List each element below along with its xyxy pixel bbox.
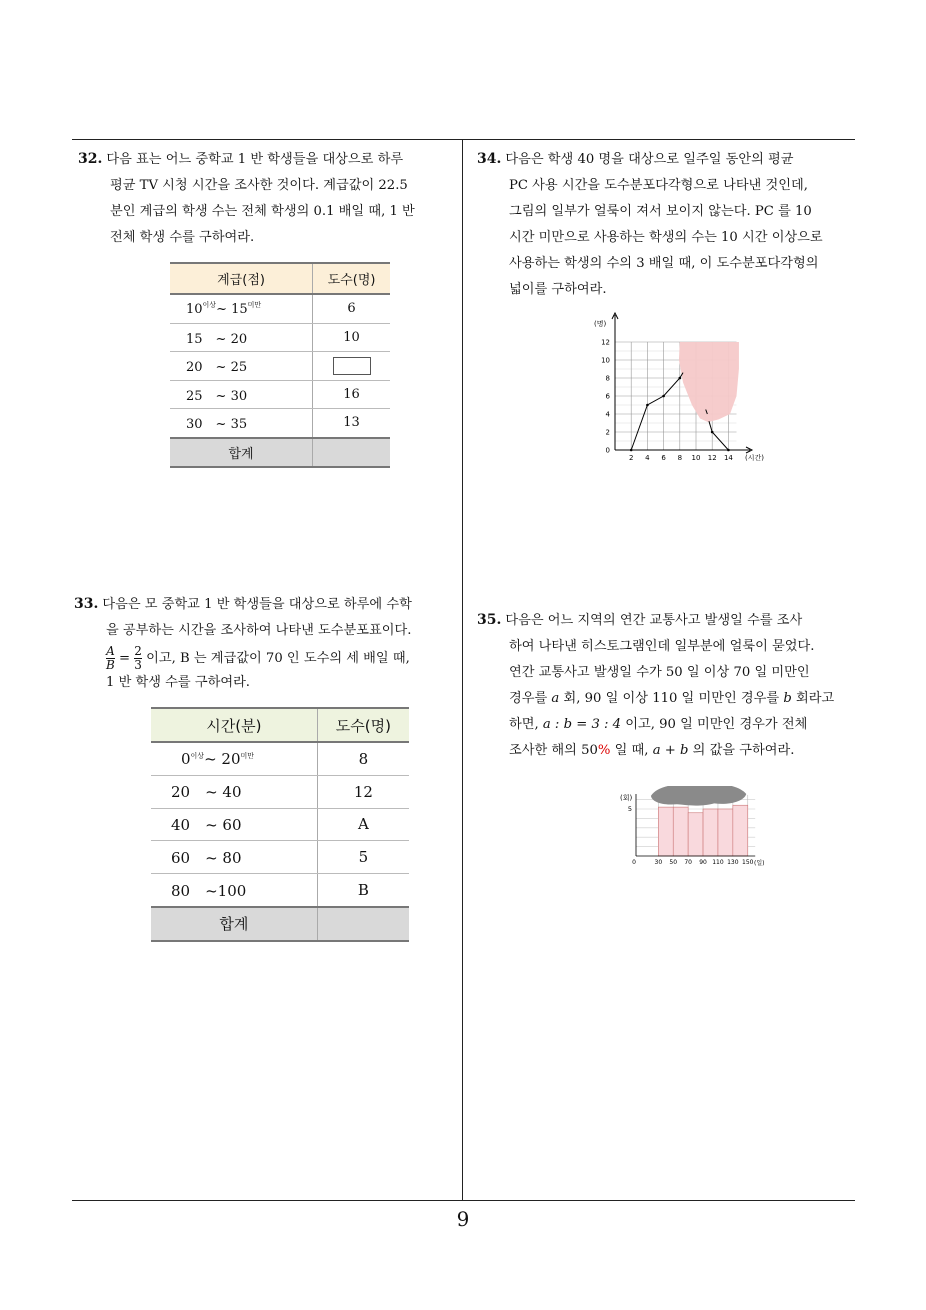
problem-text-line: 을 공부하는 시간을 조사하여 나타낸 도수분포표이다. <box>106 623 412 638</box>
table-row <box>151 775 409 808</box>
y-tick-label: 10 <box>601 356 610 365</box>
problem-text-line: 다음은 어느 지역의 연간 교통사고 발생일 수를 조사 <box>505 613 803 628</box>
page-number: 9 <box>456 1207 470 1231</box>
problem-text-line: 경우를 a 회, 90 일 이상 110 일 미만인 경우를 b 회라고 <box>509 691 835 706</box>
x-tick-label: 2 <box>628 454 634 462</box>
histogram-bar <box>733 805 748 856</box>
problem-text-line: 다음은 학생 40 명을 대상으로 일주일 동안의 평균 <box>505 152 794 167</box>
y-axis-label: (회) <box>620 794 633 802</box>
class-cell: 25 ~ 30 <box>170 380 313 409</box>
problem-text-line: 조사한 해의 50% 일 때, a + b 의 값을 구하여라. <box>509 743 795 758</box>
x-tick-label: 4 <box>645 454 650 462</box>
y-tick-label: 5 <box>627 805 632 813</box>
bottom-rule <box>72 1200 855 1201</box>
x-tick-label: 70 <box>684 859 692 866</box>
problem-text-line: 연간 교통사고 발생일 수가 50 일 이상 70 일 미만인 <box>509 665 810 680</box>
header-frequency: 도수(명) <box>317 708 409 742</box>
total-value <box>317 907 409 941</box>
header-class: 시간(분) <box>151 708 317 742</box>
stain-shape <box>679 342 739 422</box>
x-tick-label: 150 <box>742 859 754 866</box>
problem-number: 33. <box>74 596 99 612</box>
frequency-table-32 <box>170 262 390 468</box>
x-tick-label: 0 <box>632 859 636 866</box>
percent-sign: % <box>597 743 611 758</box>
column-divider <box>462 139 463 1200</box>
class-cell: 30 ~ 35 <box>170 409 313 438</box>
problem-text-line: 사용하는 학생의 수의 3 배일 때, 이 도수분포다각형의 <box>509 256 819 271</box>
total-label: 합계 <box>151 907 317 941</box>
problem-text-line: 하면, a : b = 3 : 4 이고, 90 일 미만인 경우가 전체 <box>509 717 808 732</box>
total-value <box>313 438 390 468</box>
frequency-cell: 8 <box>317 742 409 775</box>
histogram-chart <box>618 786 778 870</box>
data-point <box>662 395 665 398</box>
x-tick-label: 30 <box>654 859 663 866</box>
x-tick-label: 50 <box>669 859 678 866</box>
problem-text-line: PC 사용 시간을 도수분포다각형으로 나타낸 것인데, <box>509 178 808 193</box>
class-cell: 15 ~ 20 <box>170 323 313 352</box>
series-line-tail <box>709 421 728 450</box>
problem-text-line: 다음 표는 어느 중학교 1 반 학생들을 대상으로 하루 <box>106 152 404 167</box>
frequency-cell: 16 <box>313 380 390 409</box>
problem-text-line: 넓이를 구하여라. <box>509 282 607 297</box>
histogram-bar <box>718 809 733 856</box>
problem-number: 34. <box>477 151 502 167</box>
problem-text-line: 시간 미만으로 사용하는 학생의 수는 10 시간 이상으로 <box>509 230 823 245</box>
x-tick-label: 8 <box>677 454 683 462</box>
problem-32 <box>78 146 458 251</box>
table-row <box>151 874 409 907</box>
frequency-cell: 5 <box>317 841 409 874</box>
class-cell: 20 ~ 40 <box>151 775 317 808</box>
histogram-bars <box>658 805 747 856</box>
problem-34 <box>477 146 862 303</box>
problem-number: 35. <box>477 612 502 628</box>
class-cell: 80 ~100 <box>151 874 317 907</box>
table-row <box>170 352 390 381</box>
stain-blot <box>651 786 746 806</box>
header-class: 계급(점) <box>170 263 313 294</box>
table-row <box>170 380 390 409</box>
table-row <box>170 323 390 352</box>
problem-35 <box>477 607 862 764</box>
histogram-bar <box>673 807 688 856</box>
x-tick-label: 12 <box>707 454 717 462</box>
x-tick-label: 6 <box>661 454 666 462</box>
frequency-table-33 <box>151 707 409 942</box>
problem-text-line: $\frac{A}{B}$ = $\frac{2}{3}$ 이고, B 는 계급값이 70 인 도수의 세 배일 때, <box>106 644 410 672</box>
x-tick-label: 10 <box>691 454 701 462</box>
class-cell: 20 ~ 25 <box>170 352 313 381</box>
y-axis-label: (명) <box>594 320 607 328</box>
histogram-bar <box>688 813 703 856</box>
x-tick-label: 110 <box>712 859 724 866</box>
table-row <box>151 808 409 841</box>
histogram-bar <box>658 807 673 856</box>
total-row <box>151 907 409 941</box>
x-tick-label: 130 <box>727 859 739 866</box>
frequency-cell: 6 <box>313 294 390 323</box>
stain-blot <box>679 342 739 422</box>
data-point <box>646 404 649 407</box>
y-tick-label: 12 <box>601 338 610 347</box>
histogram-bar <box>703 809 718 856</box>
table-row <box>151 841 409 874</box>
problem-text-line: 전체 학생 수를 구하여라. <box>110 230 255 245</box>
fraction-a-over-b: $\frac{A}{B}$ <box>106 644 115 672</box>
frequency-blank-cell <box>313 352 390 381</box>
stain-shape <box>651 786 746 806</box>
table-row <box>170 409 390 438</box>
x-axis-label: (일) <box>754 860 765 867</box>
x-axis-label: (시간) <box>745 454 764 462</box>
problem-text-line: 평균 TV 시청 시간을 조사한 것이다. 계급값이 22.5 <box>110 178 408 193</box>
header-frequency: 도수(명) <box>313 263 390 294</box>
table-row: $10^{이상}\sim$ $15^{미만}$ 6 <box>170 294 390 323</box>
problem-33 <box>74 591 459 692</box>
problem-text-line: 분인 계급의 학생 수는 전체 학생의 0.1 배일 때, 1 반 <box>110 204 415 219</box>
table-row: $0^{이상}\sim$ $20^{미만}$ 8 <box>151 742 409 775</box>
problem-text-line: 그림의 일부가 얼룩이 져서 보이지 않는다. PC 를 10 <box>509 204 812 219</box>
frequency-cell: 10 <box>313 323 390 352</box>
frequency-cell: A <box>317 808 409 841</box>
frequency-cell: 12 <box>317 775 409 808</box>
class-cell: 60 ~ 80 <box>151 841 317 874</box>
total-row <box>170 438 390 468</box>
y-tick-label: 0 <box>605 446 610 455</box>
y-tick-label: 8 <box>605 374 610 383</box>
y-tick-label: 4 <box>605 410 610 419</box>
problem-text-line: 다음은 모 중학교 1 반 학생들을 대상으로 하루에 수학 <box>102 597 412 612</box>
data-point <box>711 431 714 434</box>
frequency-polygon-chart <box>590 310 780 465</box>
blank-box <box>333 357 371 375</box>
problem-number: 32. <box>78 151 103 167</box>
frequency-cell: B <box>317 874 409 907</box>
y-tick-label: 2 <box>605 428 610 437</box>
x-tick-label: 90 <box>699 859 707 866</box>
frequency-cell: 13 <box>313 409 390 438</box>
problem-text-line: 1 반 학생 수를 구하여라. <box>106 675 251 690</box>
x-tick-label: 14 <box>723 454 733 462</box>
fraction-two-thirds: $\frac{2}{3}$ <box>134 644 142 672</box>
class-cell: 40 ~ 60 <box>151 808 317 841</box>
top-rule <box>72 139 855 140</box>
problem-text-line: 하여 나타낸 히스토그램인데 일부분에 얼룩이 묻었다. <box>509 639 815 654</box>
total-label: 합계 <box>170 438 313 468</box>
y-tick-label: 6 <box>605 392 610 401</box>
